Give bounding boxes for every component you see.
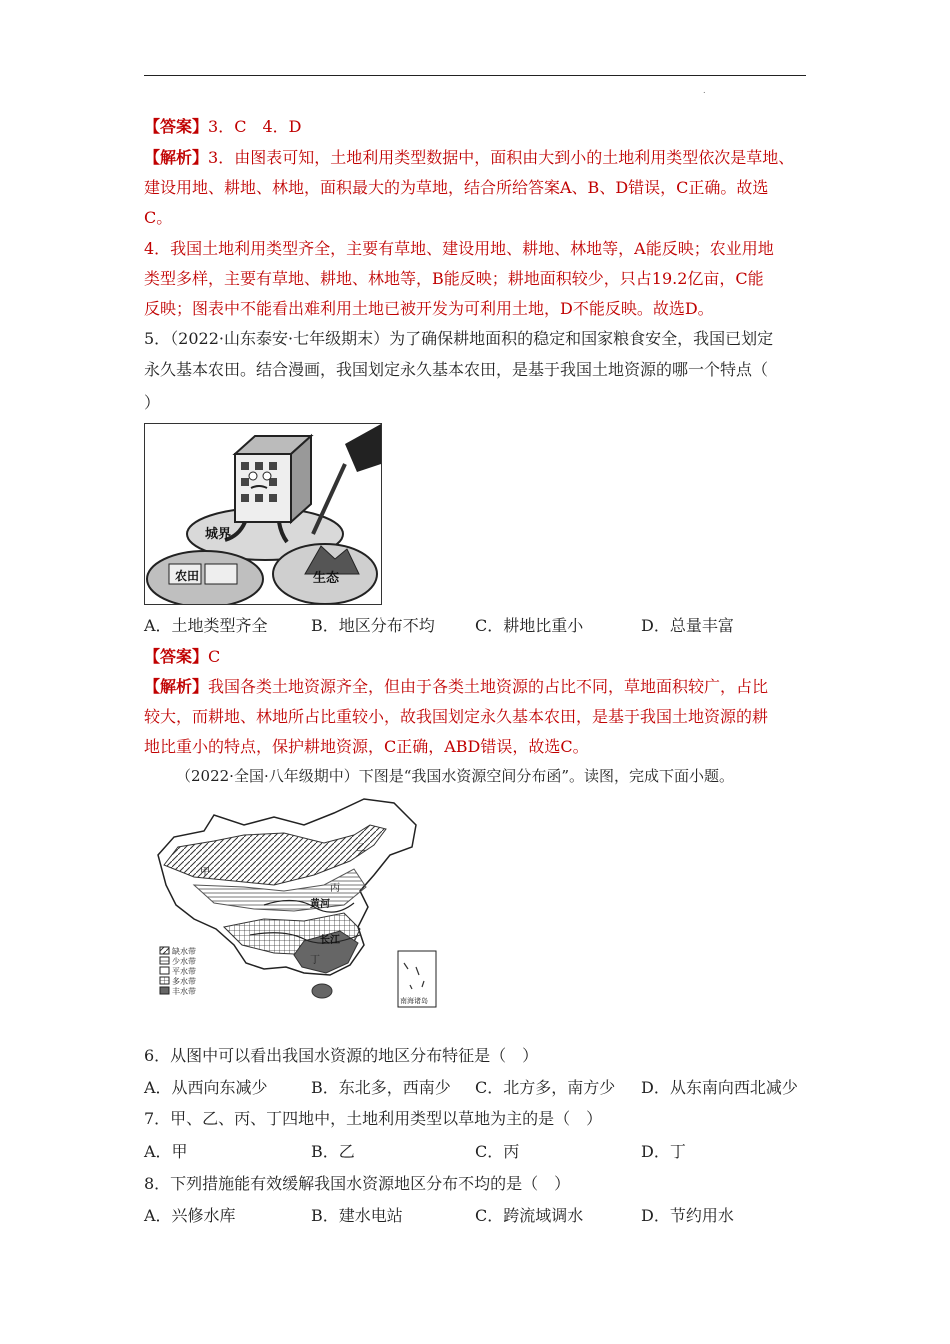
q5-analysis-line-1 xyxy=(144,677,768,697)
q34-analysis-line-4: 4．我国土地利用类型齐全，主要有草地、建设用地、耕地、林地等，A能反映；农业用地 xyxy=(144,239,774,258)
q6-stem: 6．从图中可以看出我国水资源的地区分布特征是（ ） xyxy=(144,1046,539,1065)
legend-swatch xyxy=(160,987,169,994)
q34-analysis-line-5: 类型多样，主要有草地、耕地、林地等，B能反映；耕地面积较少，只占19.2亿亩，C能 xyxy=(144,269,764,288)
q5-analysis-line-3: 地比重小的特点，保护耕地资源，C正确，ABD错误，故选C。 xyxy=(144,737,589,756)
label-city: 城界 xyxy=(205,527,232,542)
water-resource-map xyxy=(154,795,444,1015)
q8-option-b[interactable]: B．建水电站 xyxy=(311,1206,403,1225)
analysis-text: 我国各类土地资源齐全，但由于各类土地资源的占比不同，草地面积较广，占比 xyxy=(208,677,769,696)
q34-analysis-line-1 xyxy=(144,148,794,168)
label-yi: 乙 xyxy=(356,843,366,854)
map-legend xyxy=(160,946,196,996)
group-intro: （2022·全国·八年级期中）下图是“我国水资源空间分布函”。读图，完成下面小题。 xyxy=(176,767,735,785)
label-jia: 甲 xyxy=(200,867,210,878)
analysis-tag: 【解析】 xyxy=(144,677,209,696)
q5-option-a[interactable]: A．土地类型齐全 xyxy=(144,616,268,635)
q6-option-b[interactable]: B．东北多，西南少 xyxy=(311,1078,451,1097)
q6-option-a[interactable]: A．从西向东减少 xyxy=(144,1078,268,1097)
q5-stem-line-1: 5．（2022·山东泰安·七年级期末）为了确保耕地面积的稳定和国家粮食安全，我国已划定 xyxy=(144,329,774,348)
legend-label: 多水带 xyxy=(172,977,196,986)
q34-analysis-line-3: C。 xyxy=(144,208,173,227)
q6-option-d[interactable]: D．从东南向西北减少 xyxy=(641,1078,798,1097)
q8-option-d[interactable]: D．节约用水 xyxy=(641,1206,734,1225)
legend-swatch xyxy=(160,967,169,974)
legend-label: 缺水带 xyxy=(172,947,196,956)
q5-stem-line-2: 永久基本农田。结合漫画，我国划定永久基本农田，是基于我国土地资源的哪一个特点（ xyxy=(144,360,769,379)
label-changjiang: 长江 xyxy=(320,935,340,946)
q8-stem: 8．下列措施能有效缓解我国水资源地区分布不均的是（ ） xyxy=(144,1174,571,1193)
q5-option-d[interactable]: D．总量丰富 xyxy=(641,616,734,635)
q7-option-a[interactable]: A．甲 xyxy=(144,1142,188,1161)
legend-swatch xyxy=(160,957,169,964)
legend-label: 少水带 xyxy=(172,957,196,966)
legend-label: 丰水带 xyxy=(172,987,196,996)
q34-analysis-line-6: 反映；图表中不能看出难利用土地已被开发为可利用土地，D不能反映。故选D。 xyxy=(144,299,714,318)
q5-stem-line-3: ） xyxy=(144,393,161,412)
legend-swatch xyxy=(160,977,169,984)
analysis-text: 3．由图表可知，土地利用类型数据中，面积由大到小的土地利用类型依次是草地、 xyxy=(208,148,795,167)
legend-label: 平水带 xyxy=(172,967,196,976)
q7-option-c[interactable]: C．丙 xyxy=(475,1142,520,1161)
q7-stem: 7．甲、乙、丙、丁四地中，土地利用类型以草地为主的是（ ） xyxy=(144,1109,603,1128)
header-dot: . xyxy=(703,86,706,95)
q7-option-b[interactable]: B．乙 xyxy=(311,1142,355,1161)
label-huanghe: 黄河 xyxy=(310,899,330,910)
analysis-tag: 【解析】 xyxy=(144,148,209,167)
answer-tag: 【答案】 xyxy=(144,117,209,136)
q34-analysis-line-2: 建设用地、耕地、林地，面积最大的为草地，结合所给答案A、B、D错误，C正确。故选 xyxy=(144,178,769,197)
label-bing: 丙 xyxy=(330,883,340,894)
answer-tag: 【答案】 xyxy=(144,647,209,666)
q5-cartoon xyxy=(144,423,382,605)
label-ecology: 生态 xyxy=(313,571,340,586)
q6-option-c[interactable]: C．北方多，南方少 xyxy=(475,1078,616,1097)
label-inset: 南海诸岛 xyxy=(400,997,428,1005)
legend-swatch xyxy=(160,947,169,954)
answer-text: 3．C 4．D xyxy=(208,117,302,136)
header-rule xyxy=(144,75,806,76)
label-farmland: 农田 xyxy=(175,569,200,583)
label-ding: 丁 xyxy=(310,955,320,966)
q5-analysis-line-2: 较大，而耕地、林地所占比重较小，故我国划定永久基本农田，是基于我国土地资源的耕 xyxy=(144,707,769,726)
q5-option-c[interactable]: C．耕地比重小 xyxy=(475,616,584,635)
q8-option-a[interactable]: A．兴修水库 xyxy=(144,1206,236,1225)
q5-option-b[interactable]: B．地区分布不均 xyxy=(311,616,435,635)
q7-option-d[interactable]: D．丁 xyxy=(641,1142,686,1161)
q34-answer xyxy=(144,117,301,137)
answer-text: C xyxy=(208,647,221,666)
q8-option-c[interactable]: C．跨流域调水 xyxy=(475,1206,584,1225)
q5-answer xyxy=(144,647,220,667)
